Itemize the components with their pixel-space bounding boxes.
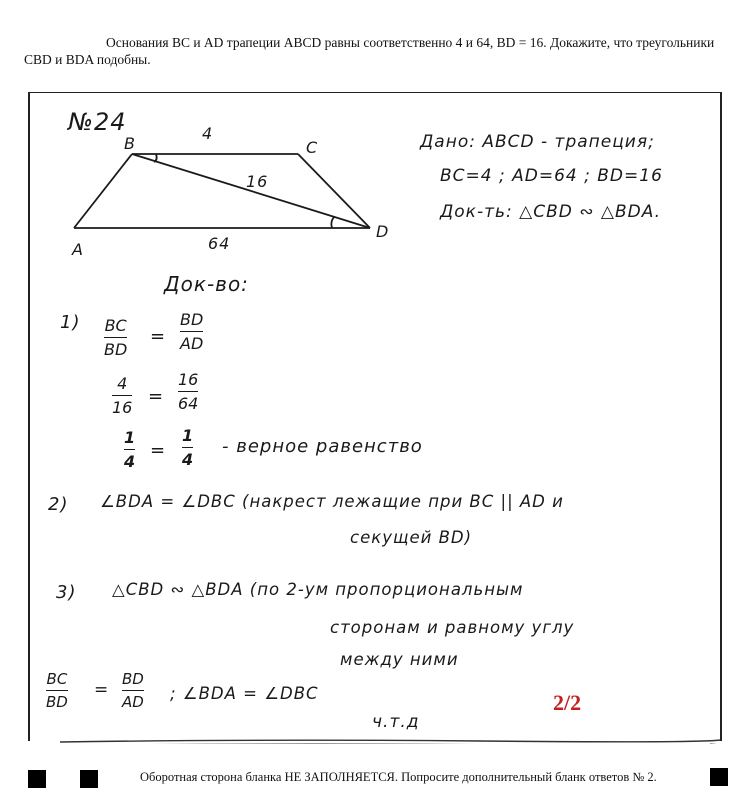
numerator: 1 xyxy=(124,428,136,447)
alignment-marker-left-2 xyxy=(80,770,98,788)
angle-mark-b xyxy=(154,154,157,162)
step3-text-cont: сторонам и равному углу xyxy=(330,618,575,637)
grade-mark: 2/2 xyxy=(553,690,582,715)
step3-text: △CBD ∾ △BDA (по 2-ум пропорциональным xyxy=(112,580,524,599)
vertex-a-label: A xyxy=(72,240,84,259)
numerator: 1 xyxy=(182,426,194,445)
step3-label: 3) xyxy=(56,582,77,603)
numerator: 4 xyxy=(117,374,128,393)
numerator: BD xyxy=(180,310,204,329)
label-ad-length: 64 xyxy=(208,234,231,253)
denominator: AD xyxy=(180,334,204,353)
task-statement: Основания BC и AD трапеции ABCD равны соответственно 4 и 64, BD = 16. Докажите, что треугольники CBD и BDA подобны. xyxy=(24,35,715,67)
numerator: BD xyxy=(122,670,144,688)
denominator: 64 xyxy=(178,394,199,413)
footer-note: Оборотная сторона бланка НЕ ЗАПОЛНЯЕТСЯ. Попросите дополнительный бланк ответов № 2. xyxy=(140,770,657,784)
step2-label: 2) xyxy=(48,494,69,515)
fraction-1-4-right xyxy=(182,426,193,469)
fraction-bc-bd xyxy=(104,316,127,359)
final-fraction-bc-bd xyxy=(46,670,68,711)
equals-sign-2: = xyxy=(148,386,165,407)
label-bd-length: 16 xyxy=(246,172,269,191)
problem-number: №24 xyxy=(68,108,127,136)
step2-text-cont: секущей BD) xyxy=(350,528,473,547)
final-equals-sign: = xyxy=(94,680,110,700)
numerator: 16 xyxy=(178,370,199,389)
equals-sign-1: = xyxy=(150,326,167,347)
angle-mark-d xyxy=(331,217,334,228)
final-angle-equality: ; ∠BDA = ∠DBC xyxy=(170,684,319,703)
fraction-4-16 xyxy=(112,374,132,417)
step2-text: ∠BDA = ∠DBC (накрест лежащие при BC || AD и xyxy=(100,492,564,511)
side-ab xyxy=(74,154,132,228)
step1-label: 1) xyxy=(60,312,81,333)
label-bc-length: 4 xyxy=(202,124,214,143)
alignment-marker-left-1 xyxy=(28,770,46,788)
denominator: BD xyxy=(104,340,128,359)
prove-line: Док-ть: △CBD ∾ △BDA. xyxy=(440,202,662,222)
numerator: BC xyxy=(104,316,127,335)
denominator: AD xyxy=(122,693,144,711)
qed-mark: ч.т.д xyxy=(372,712,420,732)
denominator: 16 xyxy=(112,398,133,417)
final-fraction-bd-ad xyxy=(122,670,144,711)
equals-sign-3: = xyxy=(150,440,167,461)
denominator: 4 xyxy=(182,450,194,469)
denominator: 4 xyxy=(124,452,136,471)
proof-header: Док-во: xyxy=(164,272,249,296)
fraction-1-4-left xyxy=(124,428,135,471)
alignment-marker-right xyxy=(710,768,728,786)
numerator: BC xyxy=(46,670,68,688)
given-line-2: BC=4 ; AD=64 ; BD=16 xyxy=(440,166,663,186)
vertex-d-label: D xyxy=(376,222,390,241)
fraction-16-64 xyxy=(178,370,198,413)
vertex-b-label: B xyxy=(124,134,136,153)
fraction-bd-ad xyxy=(180,310,203,353)
vertex-c-label: C xyxy=(306,138,319,157)
denominator: BD xyxy=(46,693,68,711)
given-line-1: Дано: ABCD - трапеция; xyxy=(420,132,655,152)
step3-text-cont2: между ними xyxy=(340,650,459,669)
bottom-scribble-lines xyxy=(60,738,720,744)
true-equality-note: - верное равенство xyxy=(222,436,423,457)
